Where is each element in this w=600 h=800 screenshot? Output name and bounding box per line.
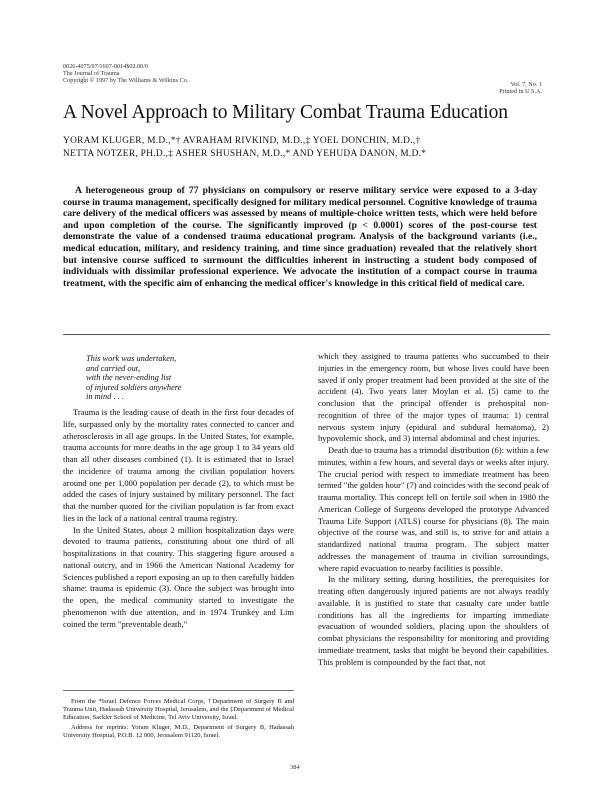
body-paragraph: In the military setting, during hostilities, the prerequisites for treating often dangerously injured patients are not always readily available. It is justified to state that casualty care under battle conditions has all the ingredients for imparting immediate evacuation of wounded soldiers, placing upon the shoulders of combat physicians the responsibility for monitoring and providing immediate treatment, tasks that might be beyond their capabilities. This problem is compounded by the fact that, not	[318, 574, 549, 667]
abstract: A heterogeneous group of 77 physicians on compulsory or reserve military service were exposed to a 3-day course in trauma management, specifically designed for military medical personnel. Cognitive knowledge of trauma care delivery of the medical officers was assessed by means of multiple-choice written tests, which were held before and upon completion of the course. The significantly improved (p < 0.0001) scores of the post-course test demonstrate the value of a condensed trauma educational program. Analysis of the background variants (i.e., medical education, military, and residency training, and time since graduation) revealed that the relatively short but intensive course sufficed to surmount the difficulties inherent in instructing a student body composed of individuals with dissimilar professional experience. We advocate the institution of a compact course in trauma treatment, with the specific aim of enhancing the medical officer's knowledge in this critical field of medical care.	[63, 185, 537, 289]
body-column-right	[318, 351, 549, 668]
journal-header-line: Copyright © 1997 by The Williams & Wilkins Co.	[63, 77, 189, 85]
epigraph-line: with the never-ending list	[86, 373, 172, 383]
epigraph-line: and carried out,	[86, 363, 141, 373]
body-paragraph: which they assigned to trauma patients who succumbed to their injuries in the emergency room, but whose lives could have been saved if only proper treatment had been provided at the site of the accident (4). Two years later Moylan et al. (5) came to the conclusion that the principal offender is prehospital non-recognition of three of the major types of trauma: 1) central nervous system injury (epidural and subdural hematoma), 2) hypovolemic shock, and 3) internal abdominal and chest injuries.	[318, 351, 549, 444]
journal-header-line: 0026-4075/97/1607-0014$02.00/0	[63, 63, 149, 70]
article-title: A Novel Approach to Military Combat Trauma Education	[63, 102, 508, 123]
author-line: YORAM KLUGER, M.D.,*† AVRAHAM RIVKIND, M.D.,‡ YOEL DONCHIN, M.D.,†	[63, 136, 421, 146]
affiliation-footnote: From the *Israel Defence Forces Medical Corps, †Department of Surgery B and Trauma Unit, Hadassah University Hospital, Jerusalem, and the ‡Department of Medical Education, Sackler School of Medicine, Tel Aviv University, Israel.	[63, 698, 294, 721]
body-column-left	[63, 407, 294, 630]
epigraph	[86, 354, 266, 402]
epigraph-line: This work was undertaken,	[86, 354, 177, 363]
journal-header-line: The Journal of Trauma	[63, 70, 120, 78]
author-list	[63, 135, 563, 161]
epigraph-line: of injured soldiers anywhere	[86, 382, 182, 392]
volume-info-line: Vol. 7, No. 1	[510, 81, 542, 88]
volume-info-line: Printed in U.S.A.	[499, 88, 542, 96]
volume-info	[499, 81, 542, 95]
reprint-address-footnote: Address for reprints: Yoram Kluger, M.D., Department of Surgery B, Hadassah University Hospital, P.O.B. 12 000, Jerusalem 91120, Israel.	[63, 724, 294, 740]
body-paragraph: Death due to trauma has a trimodal distribution (6): within a few minutes, within a few hours, and several days or weeks after injury. The crucial period with respect to immediate treatment has been termed "the golden hour" (7) and coincides with the second peak of trauma mortality. This concept fell on fertile soil when in 1980 the American College of Surgeons developed the prototype Advanced Trauma Life Support (ATLS) course for physicians (8). The main objective of the course was, and still is, to strive for and attain a standardized national trauma program. The subject matter addresses the management of trauma in civilian surroundings, where rapid evacuation to nearby facilities is possible.	[318, 445, 549, 573]
body-paragraph: Trauma is the leading cause of death in the first four decades of life, surpassed only by the mortality rates connected to cancer and atherosclerosis in all age groups. In the United States, for example, trauma accounts for more deaths in the age group 1 to 34 years old than all other diseases combined (1). It is estimated that in Israel the incidence of trauma among the civilian population hovers around one per 1,000 population per decade (2), to which must be added the cases of injury sustained by military personnel. The fact that the number quoted for the civilian population is far from exact lies in the lack of a national central trauma registry.	[63, 407, 294, 523]
journal-header	[63, 63, 188, 85]
footnotes	[63, 690, 294, 743]
author-line: NETTA NOTZER, PH.D.,‡ ASHER SHUSHAN, M.D.,* AND YEHUDA DANON, M.D.*	[63, 149, 427, 159]
epigraph-line: in mind . . .	[86, 392, 124, 402]
page-number: 384	[290, 764, 300, 771]
section-divider	[63, 334, 550, 335]
body-paragraph: In the United States, about 2 million hospitalization days were devoted to trauma patients, constituting about one third of all hospitalizations in that country. This staggering figure aroused a national outcry, and in 1966 the American National Academy for Sciences published a report exposing an up to then carefully hidden shame: trauma is epidemic (3). Once the subject was brought into the open, the medical community started to investigate the phenomenon with due attention, and in 1974 Trunkey and Lim coined the term "preventable death,"	[63, 524, 294, 629]
